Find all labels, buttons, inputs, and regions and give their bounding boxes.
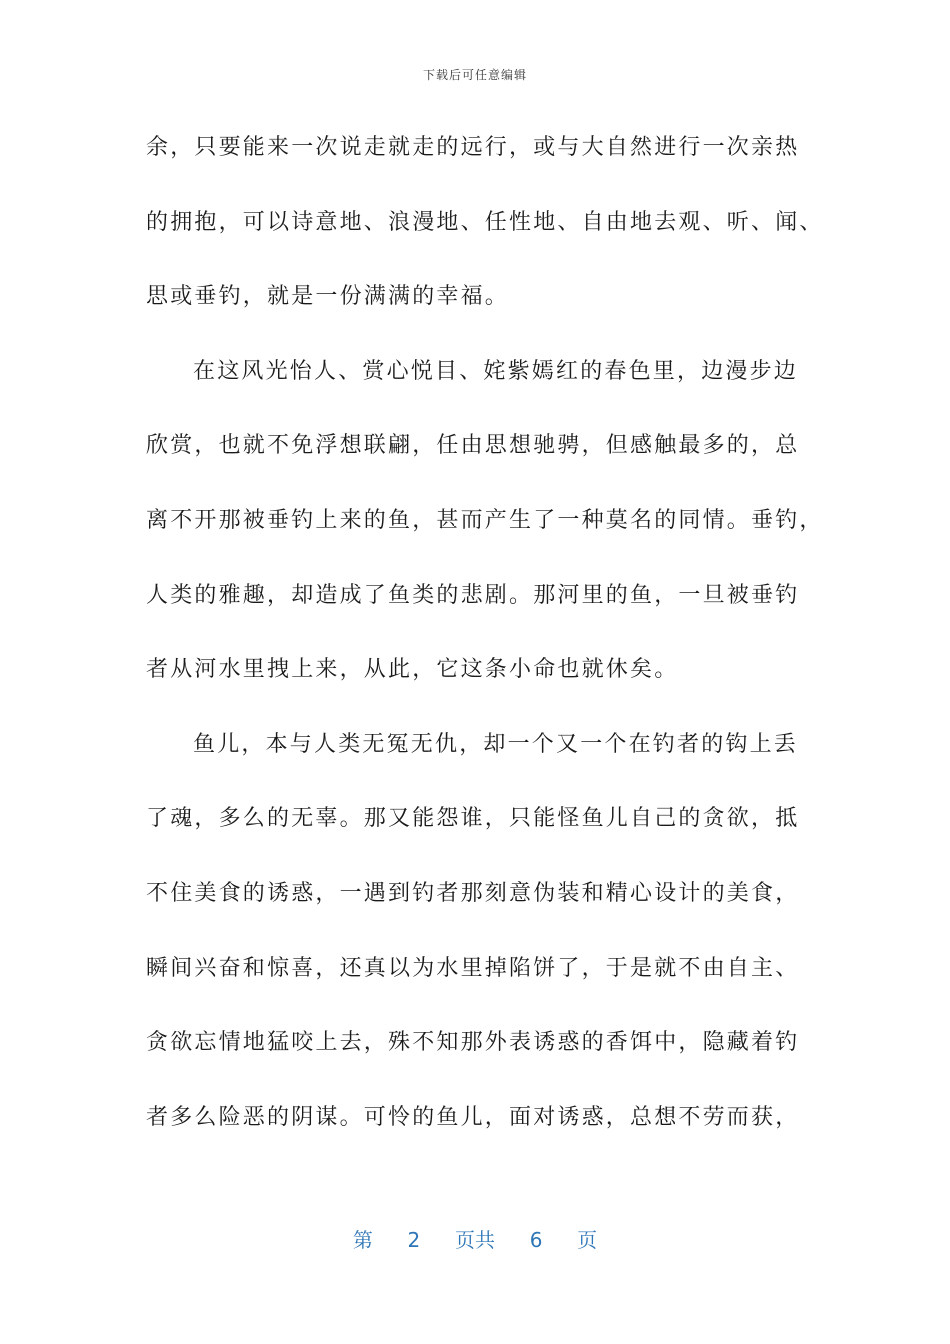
- page-label-prefix: 第: [352, 1228, 373, 1252]
- text-line: 了魂，多么的无辜。那又能怨谁，只能怪鱼儿自己的贪欲，抵: [146, 806, 800, 832]
- page-label-mid: 页共: [455, 1228, 495, 1252]
- text-line: 离不开那被垂钓上来的鱼，甚而产生了一种莫名的同情。垂钓，: [146, 507, 824, 533]
- page-label-suffix: 页: [577, 1228, 598, 1252]
- text-line: 贪欲忘情地猛咬上去，殊不知那外表诱惑的香饵中，隐藏着钓: [146, 1030, 800, 1056]
- current-page-number: 2: [407, 1228, 421, 1252]
- text-line: 的拥抱，可以诗意地、浪漫地、任性地、自由地去观、听、闻、: [146, 209, 824, 235]
- page-header: 下载后可任意编辑: [422, 68, 527, 82]
- text-line: 不住美食的诱惑，一遇到钓者那刻意伪装和精心设计的美食，: [146, 880, 800, 906]
- text-line: 欣赏，也就不免浮想联翩，任由思想驰骋，但感触最多的，总: [146, 433, 800, 459]
- text-line: 余，只要能来一次说走就走的远行，或与大自然进行一次亲热: [146, 135, 800, 160]
- text-line: 鱼儿，本与人类无冤无仇，却一个又一个在钓者的钩上丢: [193, 731, 799, 757]
- text-line: 瞬间兴奋和惊喜，还真以为水里掉陷饼了，于是就不由自主、: [146, 955, 800, 981]
- document-body: [146, 120, 824, 1164]
- total-pages-number: 6: [529, 1228, 543, 1252]
- text-line: 者从河水里拽上来，从此，它这条小命也就休矣。: [146, 657, 679, 683]
- text-line: 人类的雅趣，却造成了鱼类的悲剧。那河里的鱼，一旦被垂钓: [146, 582, 800, 608]
- text-line: 在这风光怡人、赏心悦目、姹紫嫣红的春色里，边漫步边: [193, 358, 799, 384]
- text-line: 者多么险恶的阴谋。可怜的鱼儿，面对诱惑，总想不劳而获，: [146, 1104, 800, 1130]
- page-footer: [0, 1224, 950, 1253]
- text-line: 思或垂钓，就是一份满满的幸福。: [146, 284, 510, 310]
